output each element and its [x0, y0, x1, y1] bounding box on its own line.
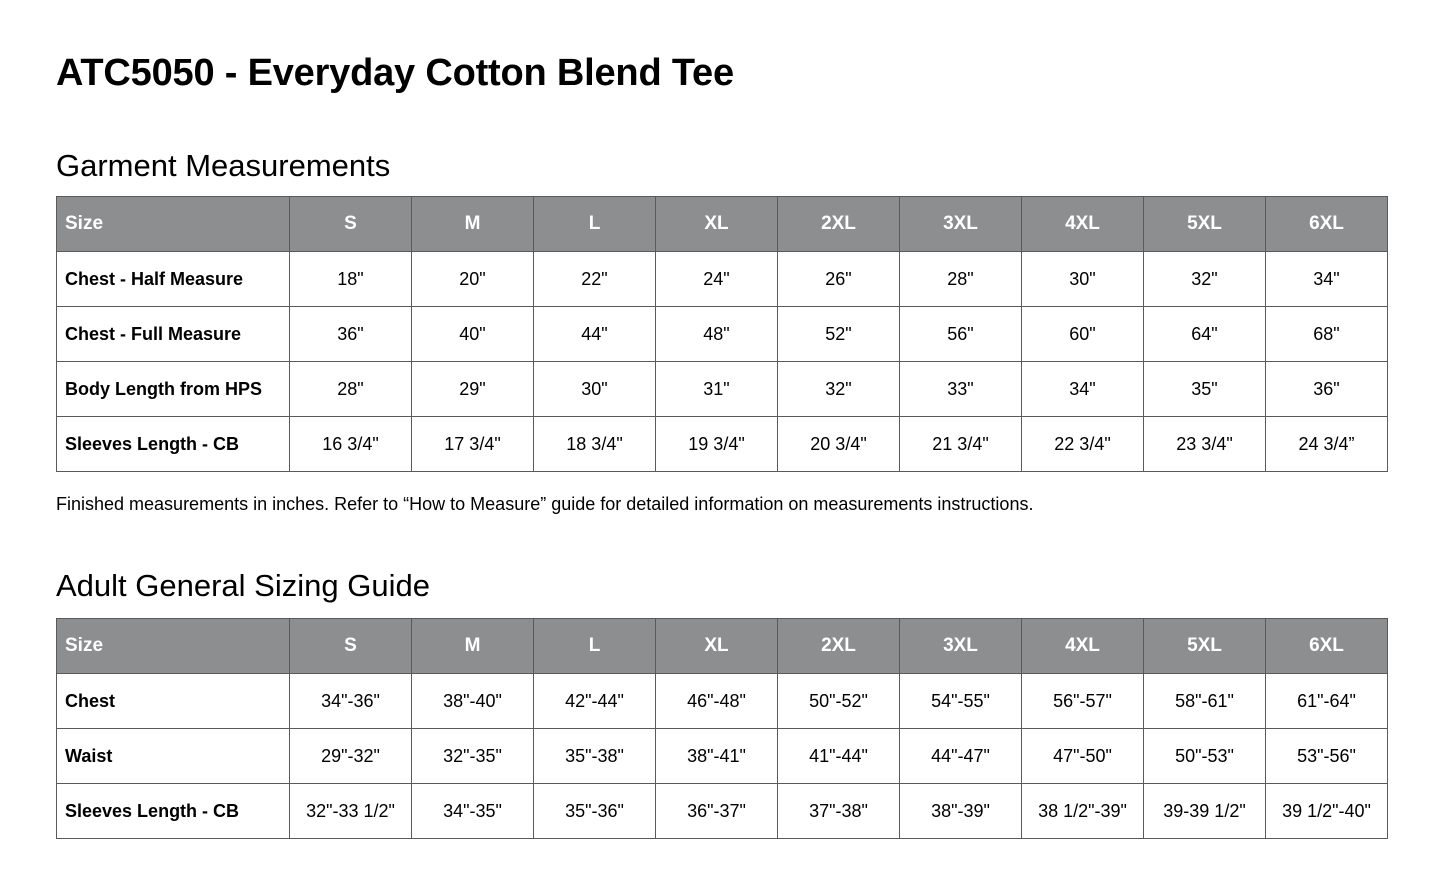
table-cell: 44" [534, 307, 656, 362]
table-cell: 39 1/2"-40" [1266, 784, 1388, 839]
table-cell: 31" [656, 362, 778, 417]
table-cell: 34" [1266, 252, 1388, 307]
table-cell: 17 3/4" [412, 417, 534, 472]
table-cell: 34"-36" [290, 674, 412, 729]
garment-measurements-table [56, 196, 1388, 472]
table-cell: 33" [900, 362, 1022, 417]
table-cell: 22 3/4" [1022, 417, 1144, 472]
table-cell: 48" [656, 307, 778, 362]
table-cell: 34"-35" [412, 784, 534, 839]
measurements-note: Finished measurements in inches. Refer to “How to Measure” guide for detailed information on measurements instructions. [56, 494, 1034, 514]
table-cell: 42"-44" [534, 674, 656, 729]
table-cell: 37"-38" [778, 784, 900, 839]
table-cell: 68" [1266, 307, 1388, 362]
size-column-header: 4XL [1022, 619, 1144, 674]
table-row [57, 362, 1388, 417]
size-column-header: L [534, 619, 656, 674]
table-cell: 22" [534, 252, 656, 307]
table-cell: 34" [1022, 362, 1144, 417]
table-header-row [57, 619, 1388, 674]
table-cell: 36"-37" [656, 784, 778, 839]
size-column-header: L [534, 197, 656, 252]
table-cell: 47"-50" [1022, 729, 1144, 784]
table-cell: 46"-48" [656, 674, 778, 729]
size-column-header: S [290, 619, 412, 674]
table-cell: 23 3/4" [1144, 417, 1266, 472]
table-cell: 21 3/4" [900, 417, 1022, 472]
table-cell: 29" [412, 362, 534, 417]
table-cell: 52" [778, 307, 900, 362]
table-cell: 18" [290, 252, 412, 307]
size-column-header: S [290, 197, 412, 252]
table-cell: 44"-47" [900, 729, 1022, 784]
table-cell: 29"-32" [290, 729, 412, 784]
table-cell: 28" [290, 362, 412, 417]
table-cell: 24 3/4” [1266, 417, 1388, 472]
size-column-header: XL [656, 619, 778, 674]
size-column-header: 5XL [1144, 197, 1266, 252]
table-cell: 60" [1022, 307, 1144, 362]
table-cell: 35" [1144, 362, 1266, 417]
size-column-header: 6XL [1266, 619, 1388, 674]
row-label: Sleeves Length - CB [57, 417, 290, 472]
row-label: Chest - Half Measure [57, 252, 290, 307]
table-cell: 54"-55" [900, 674, 1022, 729]
sizing-guide-table [56, 618, 1388, 839]
table-cell: 18 3/4" [534, 417, 656, 472]
size-column-header: M [412, 619, 534, 674]
table-cell: 36" [1266, 362, 1388, 417]
sizing-guide-heading: Adult General Sizing Guide [56, 568, 430, 603]
size-column-header: 4XL [1022, 197, 1144, 252]
table-cell: 38"-41" [656, 729, 778, 784]
table-cell: 56"-57" [1022, 674, 1144, 729]
table-cell: 26" [778, 252, 900, 307]
table-cell: 28" [900, 252, 1022, 307]
table-cell: 20 3/4" [778, 417, 900, 472]
table-cell: 38"-39" [900, 784, 1022, 839]
table-cell: 24" [656, 252, 778, 307]
table-header-row [57, 197, 1388, 252]
size-header-label: Size [57, 197, 290, 252]
page-title: ATC5050 - Everyday Cotton Blend Tee [56, 52, 734, 94]
table-cell: 32"-33 1/2" [290, 784, 412, 839]
table-cell: 35"-38" [534, 729, 656, 784]
table-cell: 53"-56" [1266, 729, 1388, 784]
table-cell: 64" [1144, 307, 1266, 362]
table-cell: 56" [900, 307, 1022, 362]
table-row [57, 674, 1388, 729]
table-cell: 30" [534, 362, 656, 417]
row-label: Chest [57, 674, 290, 729]
table-cell: 38"-40" [412, 674, 534, 729]
size-column-header: 5XL [1144, 619, 1266, 674]
size-column-header: M [412, 197, 534, 252]
table-cell: 41"-44" [778, 729, 900, 784]
table-row [57, 252, 1388, 307]
table-cell: 32" [1144, 252, 1266, 307]
size-column-header: 6XL [1266, 197, 1388, 252]
row-label: Chest - Full Measure [57, 307, 290, 362]
size-column-header: 3XL [900, 619, 1022, 674]
size-header-label: Size [57, 619, 290, 674]
table-cell: 38 1/2"-39" [1022, 784, 1144, 839]
garment-measurements-heading: Garment Measurements [56, 148, 391, 183]
table-cell: 58"-61" [1144, 674, 1266, 729]
table-cell: 20" [412, 252, 534, 307]
table-cell: 50"-53" [1144, 729, 1266, 784]
size-column-header: 2XL [778, 619, 900, 674]
size-column-header: XL [656, 197, 778, 252]
table-row [57, 307, 1388, 362]
table-cell: 32"-35" [412, 729, 534, 784]
table-row [57, 784, 1388, 839]
table-cell: 39-39 1/2" [1144, 784, 1266, 839]
table-cell: 35"-36" [534, 784, 656, 839]
table-cell: 36" [290, 307, 412, 362]
table-row [57, 729, 1388, 784]
row-label: Sleeves Length - CB [57, 784, 290, 839]
size-column-header: 3XL [900, 197, 1022, 252]
table-cell: 50"-52" [778, 674, 900, 729]
table-cell: 61"-64" [1266, 674, 1388, 729]
table-cell: 16 3/4" [290, 417, 412, 472]
table-row [57, 417, 1388, 472]
table-cell: 32" [778, 362, 900, 417]
row-label: Waist [57, 729, 290, 784]
table-cell: 40" [412, 307, 534, 362]
row-label: Body Length from HPS [57, 362, 290, 417]
table-cell: 19 3/4" [656, 417, 778, 472]
table-cell: 30" [1022, 252, 1144, 307]
size-column-header: 2XL [778, 197, 900, 252]
